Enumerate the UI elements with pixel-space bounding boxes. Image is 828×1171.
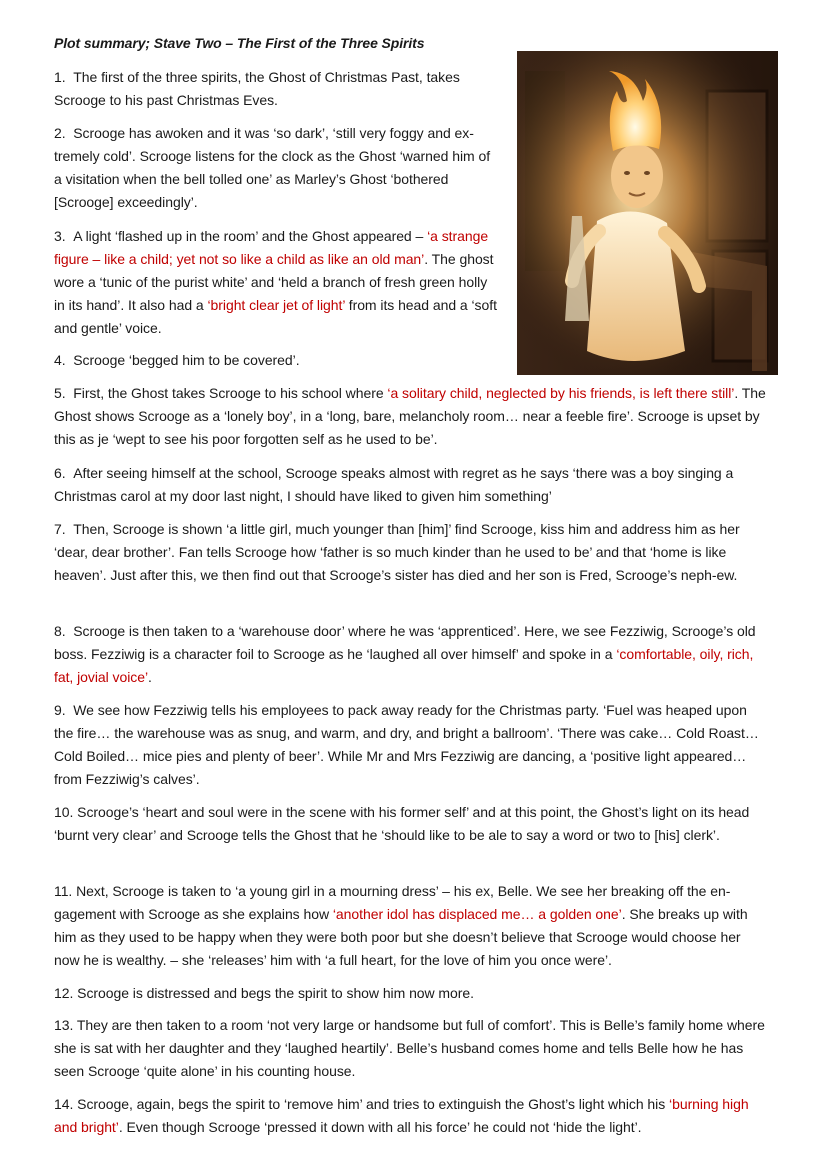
paragraph-3 [54,225,500,340]
quote-highlight: ‘another idol has displaced me… a golden one’ [332,906,622,922]
text-segment: 8. Scrooge is then taken to a ‘warehouse door’ where he was ‘apprenticed’. Here, we see Fezziwig, Scrooge’s old boss. Fezziwig is a character foil to Scrooge as he ‘laughed all over himself’ and spoke in a [54,623,756,662]
paragraph-2 [54,122,500,214]
quote-highlight: ‘burning high and bright’ [54,1096,749,1135]
paragraph-9 [54,699,768,791]
paragraph-4 [54,349,500,372]
paragraph-8 [54,620,768,689]
paragraph-1 [54,66,500,112]
text-segment: 6. After seeing himself at the school, Scrooge speaks almost with regret as he says ‘there was a boy singing a Christmas carol at my door last night, I should have liked to given him something’ [54,465,734,504]
text-segment: 2. Scrooge has awoken and it was ‘so dark’, ‘still very foggy and ex-tremely cold’. Scrooge listens for the clock as the Ghost ‘warned him of a visitation when the bell tolled one’ as Marley’s Ghost ‘bothered [Scrooge] exceedingly’. [54,125,491,210]
text-segment: 9. We see how Fezziwig tells his employees to pack away ready for the Christmas party. ‘Fuel was heaped upon the fire… the warehouse was as snug, and warm, and dry, and bright a ballroom’. ‘There was cake… Cold Roast… Cold Boiled… mice pies and plenty of beer’. While Mr and Mrs Fezziwig are dancing, a ‘positive light appeared… from Fezziwig’s calves’. [54,702,759,787]
paragraph-10 [54,801,768,847]
text-segment: . She breaks up with him as they used to be happy when they were both poor but she doesn’t believe that Scrooge would choose her now he is wealthy. – she ‘releases’ him with ‘a full heart, for the love of him you once were’. [54,906,748,968]
paragraph-5 [54,382,768,451]
text-segment: 14. Scrooge, again, begs the spirit to ‘remove him’ and tries to extinguish the Ghost’s light which his [54,1096,670,1112]
text-segment: 7. Then, Scrooge is shown ‘a little girl, much younger than [him]’ find Scrooge, kiss him and address him as her ‘dear, dear brother’. Fan tells Scrooge how ‘father is so much kinder than he used to be’ and that ‘home is like heaven’. Just after this, we then find out that Scrooge’s sister has died and her son is Fred, Scrooge’s neph-ew. [54,521,740,583]
paragraph-7 [54,518,768,587]
text-segment: . [148,669,152,685]
text-segment: . Even though Scrooge ‘pressed it down with all his force’ he could not ‘hide the light’. [118,1119,642,1135]
page-title: Plot summary; Stave Two – The First of the Three Spirits [54,35,425,51]
paragraph-14 [54,1093,768,1139]
paragraph-13 [54,1014,768,1083]
text-segment: from its head and a ‘soft and gentle’ voice. [54,297,497,336]
text-segment: 12. Scrooge is distressed and begs the spirit to show him now more. [54,985,474,1001]
text-segment: 11. Next, Scrooge is taken to ‘a young girl in a mourning dress’ – his ex, Belle. We see her breaking off the en-gagement with Scrooge as she explains how [54,883,731,922]
ghost-of-christmas-past-image [517,51,778,375]
text-segment: 5. First, the Ghost takes Scrooge to his school where [54,385,388,401]
text-segment: . The ghost wore a ‘tunic of the purist white’ and ‘held a branch of fresh green holly in its hand’. It also had a [54,251,494,313]
text-segment: . The Ghost shows Scrooge as a ‘lonely boy’, in a ‘long, bare, melancholy room… near a feeble fire’. Scrooge is upset by this as je ‘wept to see his poor forgotten self as he used to be’. [54,385,766,447]
quote-highlight: ‘a strange figure – like a child; yet not so like a child as like an old man’ [54,228,489,267]
text-segment: 13. They are then taken to a room ‘not very large or handsome but full of comfort’. This is Belle’s family home where she is sat with her daughter and they ‘laughed heartily’. Belle’s husband comes home and tells Belle how he has seen Scrooge ‘quite alone’ in his counting house. [54,1017,765,1079]
quote-highlight: ‘bright clear jet of light’ [207,297,345,313]
paragraph-11 [54,880,768,972]
text-segment: 3. A light ‘flashed up in the room’ and the Ghost appeared – [54,228,428,244]
quote-highlight: ‘comfortable, oily, rich, fat, jovial voice’ [54,646,754,685]
text-segment: 10. Scrooge’s ‘heart and soul were in the scene with his former self’ and at this point, the Ghost’s light on its head ‘burnt very clear’ and Scrooge tells the Ghost that he ‘should like to be ale to say a word or two to [his] clerk’. [54,804,750,843]
text-segment: 1. The first of the three spirits, the Ghost of Christmas Past, takes Scrooge to his past Christmas Eves. [54,69,460,108]
paragraph-12 [54,982,768,1005]
quote-highlight: ‘a solitary child, neglected by his friends, is left there still’ [387,385,735,401]
paragraph-6 [54,462,768,508]
text-segment: 4. Scrooge ‘begged him to be covered’. [54,352,300,368]
